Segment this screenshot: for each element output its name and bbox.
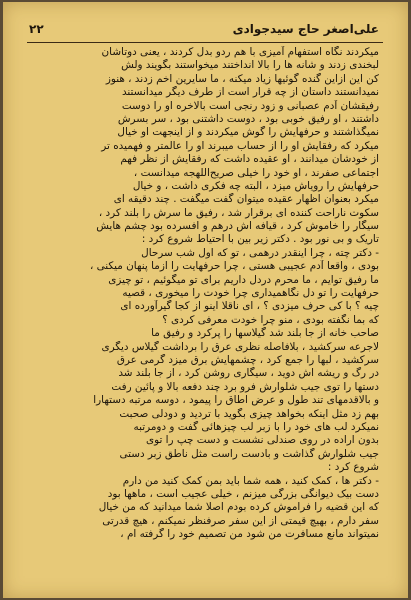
page-body — [29, 46, 379, 541]
text-line: - دکتر ها ، کمک کنید ، همه شما باید بمن کمک کنید من دارم — [122, 474, 379, 487]
text-line: سفر دارم ، بهیچ قیمتی از این سفر صرفنظر نمیکنم ، هیچ قدرتی — [102, 514, 379, 527]
text-line: داشتند ، او رفیق خوبی بود ، دوست داشتنی بود ، سر بسرش — [117, 112, 379, 125]
text-line: که بما نگفته بودی ، منو چرا خودت معرفی کردی ؟ — [162, 313, 379, 326]
header-rule — [27, 42, 383, 43]
text-line: سیگار را خاموش کرد ، قیافه اش درهم و افسرده بود چشم هایش — [96, 220, 379, 233]
text-line: سکوت ناراحت کننده ای برقرار شد ، رفیق ما سرش را بلند کرد ، — [98, 206, 379, 219]
text-line: دستها را توی جیب شلوارش فرو برد چند دفعه بالا و پائین رفت — [111, 380, 379, 393]
text-line: ما رفیق توایم ، ما محرم دردل داریم برای تو میگوئیم ، تو چیزی — [108, 273, 379, 286]
text-line: رفیقشان آدم عصبانی و زود رنجی است بالاخره او را دوست — [121, 99, 379, 112]
page-number: ۲۲ — [29, 22, 44, 36]
text-line: حرفهایش را رویاش میزد ، البته چه فکری داشت ، و خیال — [132, 179, 379, 192]
text-line: چیه ؟ با کی حرف میزدی ؟ ، ای ناقلا اینو از کجا گیرآورده ای — [120, 300, 379, 313]
text-line: شروع کرد : — [327, 461, 379, 474]
page-header — [29, 22, 379, 40]
text-line: که این قضیه را فراموش کرده بودم اصلا شما میدانید که من خیال — [98, 501, 379, 514]
text-line: در رگ و ریشه اش دوید ، سیگاری روشن کرد ، از جا بلند شد — [118, 367, 379, 380]
text-line: سرکشید ، لبها را جمع کرد ، چشمهایش برق میزد گرمی عرق — [116, 353, 379, 366]
text-line: نمیگذاشتند و حرفهایش را گوش میکردند و از اینجهت او خیال — [117, 126, 379, 139]
running-title: علی‌اصغر حاج سیدجوادی — [232, 22, 379, 36]
text-line: کن این ازاین گنده گوئیها زیاد میکنه ، ما سایرین اخم زدند ، هنوز — [105, 72, 379, 85]
text-line: لبخندی زدند و شانه ها را بالا انداختند میخواستند بگویند ولش — [121, 59, 379, 72]
text-line: صاحب خانه از جا بلند شد گیلاسها را پرکرد و رفیق ما — [151, 327, 379, 340]
text-line: بدون اراده در روی صندلی نشست و دست چپ را توی — [145, 434, 379, 447]
text-line: نمیکرد لب های خود را با زبر لب چیزهائی گفت و دومرتبه — [133, 420, 379, 433]
text-line: - دکتر چته ، چرا اینقدر درهمی ، تو که اول شب سرحال — [141, 246, 379, 259]
text-line: بودی ، واقعا آدم عجیبی هستی ، چرا حرفهایت را ازما پنهان میکنی ، — [89, 260, 379, 273]
text-line: لاجرعه سرکشید ، بلافاصله نظری عرق را برداشت گیلاس دیگری — [101, 340, 379, 353]
text-line: جیب شلوارش گذاشت و بادست راست مثل ناطق زبر دستی — [119, 447, 379, 460]
text-line: نمیدانستند داستان از چه قرار است از طرف دیگر میدانستند — [121, 86, 379, 99]
text-line: حرفهایت را تو دل نگاهمیداری چرا خودت را میخوری ، قصیه — [122, 287, 379, 300]
text-line: اجتماعی صفرند ، او خود را خیلی صریح‌اللهجه میدانست ، — [133, 166, 379, 179]
text-line: بهم زد مثل اینکه بخواهد چیزی بگوید با تردید و دودلی صحبت — [119, 407, 379, 420]
text-line: و بالاقدمهای تند طول و عرض اطاق را پیمود ، دوسه مرتبه دستهارا — [93, 394, 379, 407]
text-line: نمیتواند مانع مسافرت من شود من تصمیم خود را گرفته ام ، — [120, 528, 379, 541]
text-line: دست بیک دیوانگی بزرگی میزنم ، خیلی عجیب است ، ماهها بود — [107, 487, 379, 500]
text-line: میکرد که رفقایش او را از حساب میبرند او را عالمتر و فهمیده تر — [101, 139, 379, 152]
text-line: میکرد بعنوان اظهار عقیده میتوان گفت میگفت . چند دقیقه ای — [113, 193, 379, 206]
book-page — [3, 2, 408, 598]
text-line: تاریک و بی نور بود . دکتر زیر بین با احتیاط شروع کرد : — [141, 233, 379, 246]
text-line: میکردند نگاه استفهام آمیزی با هم ردو بدل کردند ، یعنی دوتاشان — [101, 46, 379, 58]
text-line: از خودشان میدانند ، او عقیده داشت که رفقایش از نظر فهم — [120, 153, 379, 166]
